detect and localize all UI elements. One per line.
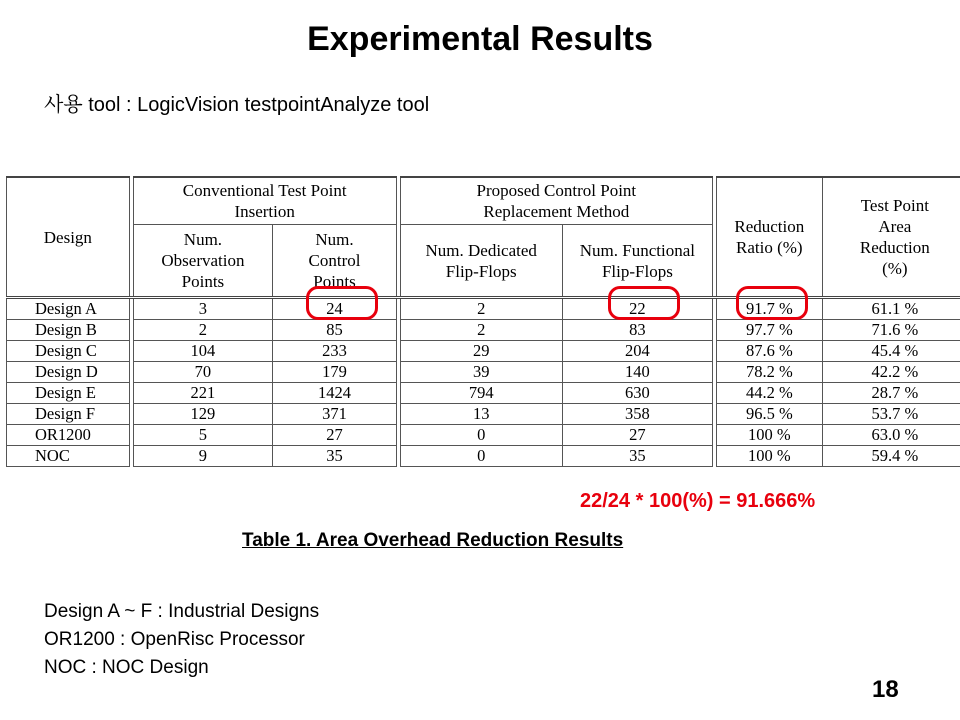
- highlight-circle-functional: [608, 286, 680, 320]
- cell-func: 204: [562, 341, 712, 362]
- cell-ded: 2: [400, 298, 562, 320]
- cell-obs: 129: [133, 404, 273, 425]
- cell-ctrl: 371: [273, 404, 396, 425]
- cell-ded: 794: [400, 383, 562, 404]
- cell-ded: 29: [400, 341, 562, 362]
- cell-area: 42.2 %: [822, 362, 960, 383]
- cell-design: Design C: [7, 341, 130, 362]
- header-num-dedicated: Num. Dedicated Flip-Flops: [400, 225, 562, 298]
- cell-obs: 70: [133, 362, 273, 383]
- cell-design: Design A: [7, 298, 130, 320]
- header-area-reduction: Test Point Area Reduction (%): [822, 177, 960, 298]
- cell-design: Design B: [7, 320, 130, 341]
- note-line: OR1200 : OpenRisc Processor: [44, 629, 305, 650]
- cell-obs: 3: [133, 298, 273, 320]
- header-design: Design: [7, 177, 130, 298]
- cell-func: 358: [562, 404, 712, 425]
- table-row: [7, 446, 960, 467]
- cell-ded: 2: [400, 320, 562, 341]
- cell-ded: 39: [400, 362, 562, 383]
- cell-func: 22: [562, 298, 712, 320]
- cell-area: 63.0 %: [822, 425, 960, 446]
- cell-design: Design E: [7, 383, 130, 404]
- cell-ctrl: 24: [273, 298, 396, 320]
- cell-ded: 0: [400, 446, 562, 467]
- cell-ratio: 91.7 %: [716, 298, 822, 320]
- header-num-observation: Num. Observation Points: [133, 225, 273, 298]
- table-caption: Table 1. Area Overhead Reduction Results: [242, 530, 624, 551]
- cell-ratio: 87.6 %: [716, 341, 822, 362]
- highlight-circle-control: [306, 286, 378, 320]
- cell-area: 61.1 %: [822, 298, 960, 320]
- cell-design: Design F: [7, 404, 130, 425]
- table-row: [7, 404, 960, 425]
- table-row: [7, 298, 960, 320]
- results-table: [6, 176, 960, 467]
- cell-design: Design D: [7, 362, 130, 383]
- cell-ratio: 100 %: [716, 425, 822, 446]
- cell-ded: 13: [400, 404, 562, 425]
- cell-area: 28.7 %: [822, 383, 960, 404]
- cell-func: 35: [562, 446, 712, 467]
- cell-ctrl: 1424: [273, 383, 396, 404]
- table-row: [7, 341, 960, 362]
- cell-ctrl: 27: [273, 425, 396, 446]
- cell-ded: 0: [400, 425, 562, 446]
- cell-ctrl: 35: [273, 446, 396, 467]
- cell-func: 140: [562, 362, 712, 383]
- cell-obs: 2: [133, 320, 273, 341]
- cell-design: OR1200: [7, 425, 130, 446]
- results-table-body: [7, 298, 960, 467]
- cell-func: 83: [562, 320, 712, 341]
- cell-ratio: 96.5 %: [716, 404, 822, 425]
- cell-obs: 5: [133, 425, 273, 446]
- reduction-formula: 22/24 * 100(%) = 91.666%: [580, 490, 816, 512]
- cell-design: NOC: [7, 446, 130, 467]
- cell-area: 45.4 %: [822, 341, 960, 362]
- header-num-control: Num. Control Points: [273, 225, 396, 298]
- cell-area: 59.4 %: [822, 446, 960, 467]
- header-reduction-ratio: Reduction Ratio (%): [716, 177, 822, 298]
- table-row: [7, 320, 960, 341]
- design-notes: [44, 598, 319, 682]
- cell-ratio: 97.7 %: [716, 320, 822, 341]
- header-proposed: Proposed Control Point Replacement Method: [400, 177, 712, 225]
- cell-ctrl: 179: [273, 362, 396, 383]
- cell-ctrl: 85: [273, 320, 396, 341]
- cell-func: 630: [562, 383, 712, 404]
- slide-title: Experimental Results: [307, 20, 653, 58]
- note-line: Design A ~ F : Industrial Designs: [44, 601, 320, 622]
- table-row: [7, 425, 960, 446]
- cell-area: 71.6 %: [822, 320, 960, 341]
- cell-area: 53.7 %: [822, 404, 960, 425]
- cell-obs: 9: [133, 446, 273, 467]
- tool-subtitle: 사용 tool : LogicVision testpointAnalyze tool: [44, 94, 430, 116]
- cell-ratio: 100 %: [716, 446, 822, 467]
- header-num-functional: Num. Functional Flip-Flops: [562, 225, 712, 298]
- cell-func: 27: [562, 425, 712, 446]
- cell-obs: 104: [133, 341, 273, 362]
- cell-ratio: 44.2 %: [716, 383, 822, 404]
- cell-obs: 221: [133, 383, 273, 404]
- table-row: [7, 362, 960, 383]
- note-line: NOC : NOC Design: [44, 657, 209, 678]
- cell-ctrl: 233: [273, 341, 396, 362]
- header-conventional: Conventional Test Point Insertion: [133, 177, 396, 225]
- page-number: 18: [872, 676, 899, 703]
- highlight-circle-ratio: [736, 286, 808, 320]
- table-row: [7, 383, 960, 404]
- cell-ratio: 78.2 %: [716, 362, 822, 383]
